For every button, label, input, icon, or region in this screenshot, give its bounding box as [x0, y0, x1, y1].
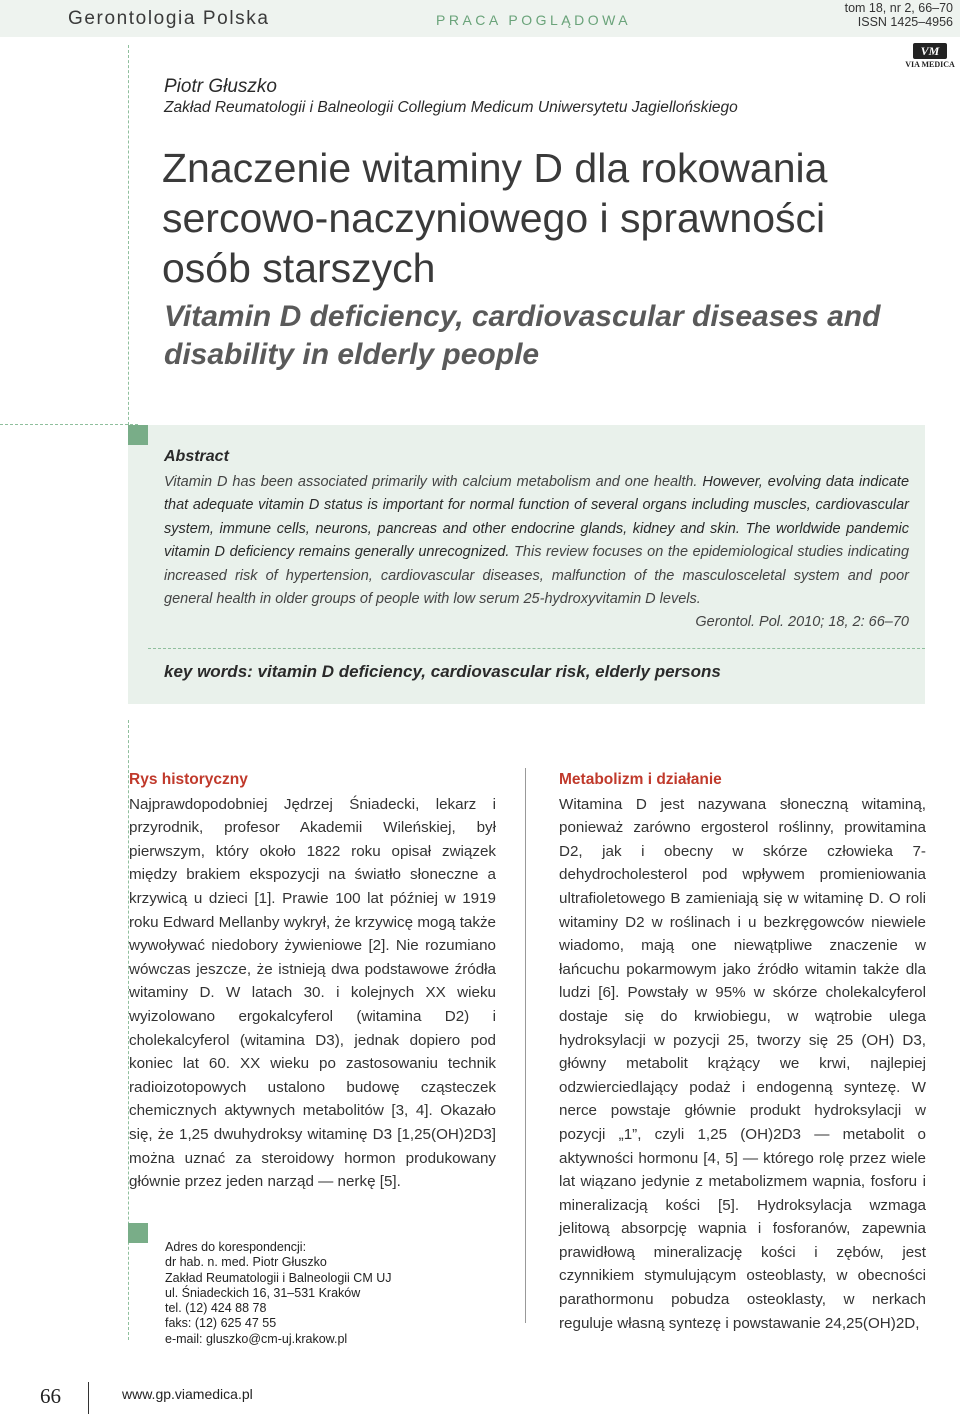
abstract-divider: [148, 648, 925, 649]
abstract-text-part1: Vitamin D has been associated primarily with calcium metabolism and one health.: [164, 474, 698, 490]
issn-line: ISSN 1425–4956: [857, 15, 953, 29]
volume-info: [845, 1, 953, 29]
abstract-citation: Gerontol. Pol. 2010; 18, 2: 66–70: [695, 614, 909, 630]
section-text-history: Najprawdopodobniej Jędrzej Śniadecki, lekarz i przyrodnik, profesor Akademii Wileńskiej, był pierwszym, który około 1822 roku opisał związek między brakiem ekspozycji na światło słoneczne a krzywicą u dzieci [1]. Prawie 100 lat później w 1919 roku Edward Mellanby wykrył, że krzywicę mogą także wywoływać niedobory żywieniowe [2]. Nie rozumiano wówczas jeszcze, że istnieją dwa podstawowe źródła witaminy D. W latach 30. i kolejnych XX wieku wyizolowano ergokalcyferol (witamina D2) i cholekalcyferol (witamina D3), jednak dopiero pod koniec lat 60. XX wieku po zastosowaniu technik radioizotopowych ustalono budowę cząsteczek chemicznych aktywnych metabolitów [3, 4]. Okazało się, że 1,25 dwuhydroksy witaminę D3 [1,25(OH)2D3] można uznać za steroidowy hormon produkowany głównie przez jeden narząd — nerkę [5].: [129, 795, 496, 1191]
column-left: [129, 768, 496, 1194]
section-heading-metabolism: Metabolizm i działanie: [559, 771, 722, 788]
keywords: key words: vitamin D deficiency, cardiovascular risk, elderly persons: [164, 662, 721, 681]
page-number: 66: [40, 1384, 61, 1408]
abstract-heading: Abstract: [164, 448, 229, 465]
correspondence-street: ul. Śniadeckich 16, 31–531 Kraków: [165, 1285, 361, 1300]
correspondence-address: [165, 1240, 392, 1347]
correspondence-name: dr hab. n. med. Piotr Głuszko: [165, 1255, 327, 1270]
volume-line: tom 18, nr 2, 66–70: [844, 1, 953, 15]
correspondence-phone: tel. (12) 424 88 78: [165, 1301, 267, 1316]
margin-guide-top: [128, 45, 129, 435]
via-medica-logo-icon: VM: [913, 43, 947, 59]
correspondence-label: Adres do korespondencji:: [165, 1240, 307, 1254]
abstract-text-part3: This review focuses on the epidemiological studies indicating increased risk of hypertension, cardiovascular diseases, malfunction of the masculosceletal system and poor general health in older groups of people with low serum 25-hydroxyvitamin D levels.: [164, 544, 910, 608]
article-type: PRACA POGLĄDOWA: [436, 12, 632, 28]
correspondence-fax: faks: (12) 625 47 55: [165, 1316, 277, 1331]
section-text-metabolism: Witamina D jest nazywana słoneczną witaminą, ponieważ zarówno ergosterol roślinny, prowitamina D2, jak i obecny w skórze człowieka 7-dehydrocholesterol pod wpływem promieniowania ultrafioletowego B zamieniają się w witaminę D. O roli witaminy D2 w roślinach i u bezkręgowców niewiele wiadomo, mają one niewątpliwe znaczenie w łańcuchu pokarmowym jako źródło witamin także dla ludzi [6]. Powstały w 95% w skórze cholekalcyferol dostaje się do krwiobiegu, w wątrobie ulega hydroksylacji w pozycji 25, tworzy się 25 (OH) D3, główny metabolit krążący we krwi, najlepiej odzwierciedlający podaż i endogenną syntezę. W nerce powstaje głównie produkt hydroksylacji w pozycji „1”, czyli 1,25 (OH)2D3 — metabolit o aktywności hormonu [4, 5] — którego rolę przez wiele lat wiązano jedynie z metabolizmem wapnia, fosforu i mineralizacją kości [5]. Hydroksylacja wzmaga jelitową absorpcję wapnia i fosforanów, zapewnia prawidłową mineralizację kości i zębów, jest czynnikiem stymulującym osteoblasty, w obecności parathormonu pobudza osteoklasty, w nerkach reguluje własną syntezę i powstawanie 24,25(OH)2D,: [559, 795, 926, 1332]
author-affiliation: Zakład Reumatologii i Balneologii Collegium Medicum Uniwersytetu Jagiellońskiego: [164, 99, 738, 116]
author-name: Piotr Głuszko: [164, 76, 277, 97]
correspondence-marker: [128, 1223, 148, 1243]
abstract-text: [164, 471, 909, 611]
journal-name: Gerontologia Polska: [68, 8, 270, 29]
margin-guide-horizontal: [0, 424, 138, 425]
abstract-marker: [128, 425, 148, 445]
title-polish: Znaczenie witaminy D dla rokowania sercowo-naczyniowego i sprawności osób starszych: [162, 145, 828, 291]
publisher-name: VIA MEDICA: [905, 60, 955, 69]
column-right: [559, 768, 926, 1335]
title-english: Vitamin D deficiency, cardiovascular diseases and disability in elderly people: [164, 300, 881, 371]
journal-url[interactable]: www.gp.viamedica.pl: [122, 1386, 253, 1402]
section-heading-history: Rys historyczny: [129, 771, 248, 788]
correspondence-email[interactable]: e-mail: gluszko@cm-uj.krakow.pl: [165, 1331, 348, 1346]
footer-divider: [88, 1382, 89, 1414]
abstract-text-part2: However, evolving data indicate that adequate vitamin D status is important for normal function of several organs including muscles, cardiovascular system, immune cells, neurons, pancreas and other endocrine glands, kidney and skin. The worldwide pandemic vitamin D deficiency remains generally unrecognized.: [164, 474, 910, 561]
publisher-logo: [903, 42, 957, 70]
correspondence-dept: Zakład Reumatologii i Balneologii CM UJ: [165, 1270, 392, 1285]
column-divider: [525, 768, 526, 1323]
